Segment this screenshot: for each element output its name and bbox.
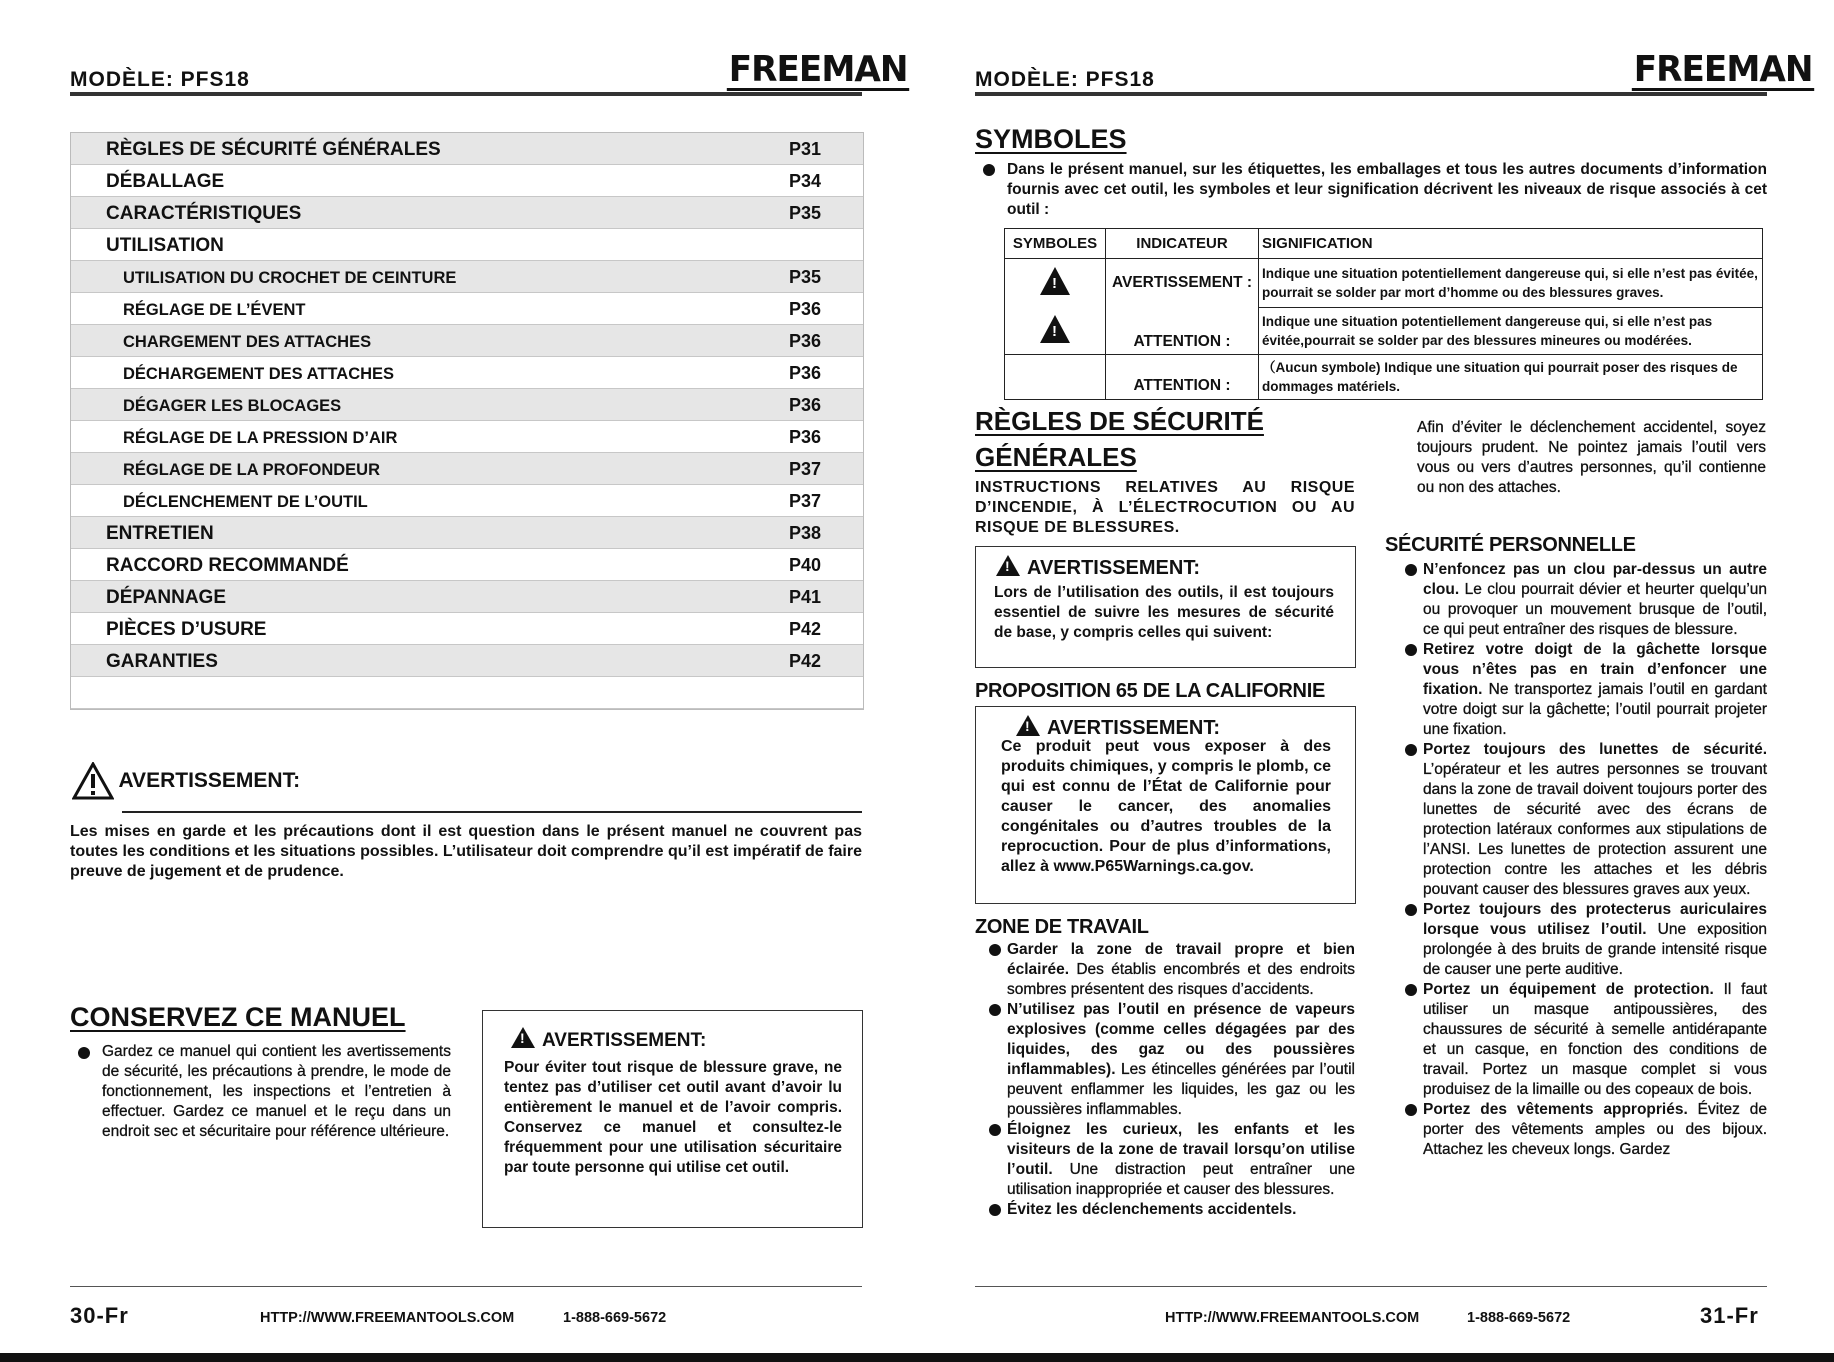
bullet <box>989 1004 1001 1016</box>
list-item-text: Une exposition prolongée à des bruits de grande intensité risque de causer une perte auditive. <box>1423 921 1767 978</box>
warning-title: AVERTISSEMENT: <box>118 769 301 792</box>
website-url: HTTP://WWW.FREEMANTOOLS.COM <box>1165 1310 1420 1326</box>
toc-page: P37 <box>789 459 822 479</box>
toc-label: RACCORD RECOMMANDÉ <box>106 555 349 576</box>
list-item-bold: Retirez votre doigt de la gâchette lorsque vous n’êtes pas en train d’enfoncer une fixation. <box>1423 641 1767 698</box>
list-item-bold: Éloignez les curieux, les enfants et les visiteurs de la zone de travail lorsqu’on utilise l’outil. <box>1007 1121 1355 1178</box>
toc-row <box>71 581 863 613</box>
toc-page: P38 <box>789 523 822 543</box>
list-item-text: Des établis encombrés et des endroits sombres présentent des risques d’accidents. <box>1007 961 1355 998</box>
list-item-text: Les étincelles générées par l’outil peuvent enflammer les liquides, les gaz ou les poussières inflammables. <box>1007 1061 1355 1118</box>
page-number: 30-Fr <box>70 1303 129 1328</box>
toc-page: P36 <box>789 427 822 447</box>
box-warning-text: Pour éviter tout risque de blessure grave, ne tentez pas d’utiliser cet outil avant d’avoir lu entièrement le manuel et de l’avoir compris. Conservez ce manuel et consultez-le fréquemment pour une utilisation sécuritaire par toute personne qui utilise cet outil. <box>504 1059 842 1176</box>
bullet <box>1405 744 1417 756</box>
list-item-bold: Évitez les déclenchements accidentels. <box>1007 1201 1297 1218</box>
fire-instructions: INSTRUCTIONS RELATIVES AU RISQUE D’INCENDIE, À L’ÉLECTROCUTION OU AU RISQUE DE BLESSURES. <box>975 479 1355 536</box>
toc-row <box>71 229 863 261</box>
table-header: SIGNIFICATION <box>1259 229 1763 259</box>
prop65-title: PROPOSITION 65 DE LA CALIFORNIE <box>975 680 1325 702</box>
toc-row <box>71 645 863 677</box>
toc-page: P37 <box>789 491 822 511</box>
indicator-cell: ATTENTION : <box>1106 355 1259 400</box>
personal-safety-title: SÉCURITÉ PERSONNELLE <box>1385 534 1636 556</box>
warning-box-2 <box>975 706 1356 904</box>
symbols-intro: Dans le présent manuel, sur les étiquettes, les emballages et tous les autres documents d’information fournis avec cet outil, les symboles et leur signification décrivent les niveaux de risque associés à cet outil : <box>1007 161 1767 218</box>
toc-row <box>71 325 863 357</box>
model-label: MODÈLE: PFS18 <box>975 68 1155 91</box>
list-item-bold: Portez un équipement de protection. <box>1423 981 1714 998</box>
list-item-bold: N’enfoncez pas un clou par-dessus un autre clou. <box>1423 561 1767 598</box>
toc-page: P35 <box>789 267 822 287</box>
table-header: INDICATEUR <box>1106 229 1259 259</box>
warning-text: Les mises en garde et les précautions dont il est question dans le présent manuel ne couvrent pas toutes les conditions et les situations possibles. L’utilisateur doit comprendre qu’il est impératif de faire preuve de jugement et de prudence. <box>70 823 862 880</box>
toc-page: P40 <box>789 555 822 575</box>
bullet <box>1405 904 1417 916</box>
list-item-bold: Portez des vêtements appropriés. <box>1423 1101 1688 1118</box>
toc-row <box>71 613 863 645</box>
toc-row <box>71 677 863 709</box>
list-item-text: Évitez de porter des vêtements amples ou des bijoux. Attachez les cheveux longs. Gardez <box>1423 1101 1767 1158</box>
toc-row <box>71 133 863 165</box>
list-item <box>1405 640 1767 740</box>
toc-label: CHARGEMENT DES ATTACHES <box>123 333 372 351</box>
toc-label: DÉGAGER LES BLOCAGES <box>123 397 342 415</box>
toc-row <box>71 357 863 389</box>
toc-label: CARACTÉRISTIQUES <box>106 203 302 224</box>
list-item <box>1405 980 1767 1100</box>
toc-label: DÉCLENCHEMENT DE L’OUTIL <box>123 493 368 511</box>
toc-label: RÉGLAGE DE LA PRESSION D’AIR <box>123 429 398 447</box>
toc-label: PIÈCES D’USURE <box>106 619 267 640</box>
freeman-logo: FREEMAN <box>728 49 908 90</box>
table-header: SYMBOLES <box>1005 229 1106 259</box>
list-item <box>1405 560 1767 640</box>
toc-label: DÉPANNAGE <box>106 587 226 608</box>
warning-icon <box>996 555 1020 576</box>
toc-label: DÉCHARGEMENT DES ATTACHES <box>123 365 395 383</box>
bottom-edge <box>0 1353 1834 1362</box>
box-warning-text: Lors de l’utilisation des outils, il est toujours essentiel de suivre les mesures de sécurité de base, y compris celles qui suivent: <box>994 584 1334 641</box>
bullet <box>1405 644 1417 656</box>
accidental-trigger-text: Afin d’éviter le déclenchement accidentel, soyez toujours prudent. Ne pointez jamais l’outil vers vous ou vers d’autres personnes, qu’il contienne ou non des attaches. <box>1417 419 1766 496</box>
box-warning-header <box>996 555 1200 580</box>
keep-manual-title: CONSERVEZ CE MANUEL <box>70 1002 406 1032</box>
box-warning-title: AVERTISSEMENT: <box>1047 717 1220 739</box>
toc-row <box>71 517 863 549</box>
list-item <box>989 1200 1355 1220</box>
box-warning-header <box>511 1027 706 1052</box>
toc-row <box>71 421 863 453</box>
symbols-title: SYMBOLES <box>975 124 1127 154</box>
phone-number: 1-888-669-5672 <box>1467 1310 1571 1326</box>
footer-rule <box>975 1286 1767 1287</box>
toc-row <box>71 549 863 581</box>
list-item-text: Une distraction peut entraîner une utilisation inappropriée et causer des blessures. <box>1007 1161 1355 1198</box>
toc-row <box>71 293 863 325</box>
toc-row <box>71 453 863 485</box>
phone-number: 1-888-669-5672 <box>563 1310 667 1326</box>
list-item-bold: N’utilisez pas l’outil en présence de vapeurs explosives (comme celles dégagées par des liquides, des gaz ou des poussières inflammables). <box>1007 1001 1355 1078</box>
toc-row <box>71 485 863 517</box>
warning-rule <box>122 811 862 813</box>
list-item <box>1405 740 1767 900</box>
toc-page: P41 <box>789 587 822 607</box>
warning-header <box>72 762 300 800</box>
toc-page: P42 <box>789 651 822 671</box>
toc-page: P36 <box>789 363 822 383</box>
indicator-cell: AVERTISSEMENT : <box>1106 259 1259 308</box>
toc-page: P36 <box>789 299 822 319</box>
list-item-bold: Garder la zone de travail propre et bien éclairée. <box>1007 941 1355 978</box>
footer-rule <box>70 1286 862 1287</box>
warning-icon <box>511 1027 535 1048</box>
warning-icon <box>1016 715 1040 736</box>
list-item <box>989 1000 1355 1120</box>
meaning-cell: Indique une situation potentiellement dangereuse qui, si elle n’est pas évitée,pourrait se solder par des blessures mineures ou modérées. <box>1259 308 1763 355</box>
bullet <box>989 944 1001 956</box>
meaning-cell: （Aucun symbole) Indique une situation qui pourrait poser des risques de dommages matériels. <box>1259 355 1763 400</box>
warning-box-1 <box>975 546 1356 668</box>
toc-row <box>71 197 863 229</box>
list-item-text: Le clou pourrait dévier et heurter quelqu’un ou provoquer un mouvement brusque de l’outil, ce qui peut entraîner des risques de blessure. <box>1423 581 1767 638</box>
toc-label: RÈGLES DE SÉCURITÉ GÉNÉRALES <box>106 139 441 160</box>
model-label: MODÈLE: PFS18 <box>70 68 250 91</box>
toc-page: P42 <box>789 619 822 639</box>
table-of-contents <box>70 132 864 710</box>
toc-label: GARANTIES <box>106 651 218 672</box>
toc-label: UTILISATION DU CROCHET DE CEINTURE <box>123 269 457 287</box>
toc-row <box>71 165 863 197</box>
list-item-text: L’opérateur et les autres personnes se trouvant dans la zone de travail doivent toujours porter des lunettes de sécurité avec des écrans de protection latéraux conformes aux stipulations de l’ANSI. Les lunettes de protection assurent une protection contre les attaches et les débris pouvant causer des blessures graves aux yeux. <box>1423 761 1767 898</box>
list-item-bold: Portez toujours des protecterus auriculaires lorsque vous utilisez l’outil. <box>1423 901 1767 938</box>
list-item-bold: Portez toujours des lunettes de sécurité. <box>1423 741 1767 758</box>
bullet <box>1405 984 1417 996</box>
toc-label: RÉGLAGE DE LA PROFONDEUR <box>123 461 380 479</box>
right-page-body <box>917 0 1834 1362</box>
bullet <box>989 1204 1001 1216</box>
bullet <box>989 1124 1001 1136</box>
list-item-text: Il faut utiliser un masque antipoussières, des chaussures de sécurité à semelle antidérapante et un casque, en fonction des conditions de travail. Portez un masque complet si vous produisez de la limaille ou des copeaux de bois. <box>1423 981 1767 1098</box>
list-item <box>989 940 1355 1000</box>
general-rules-title-2: GÉNÉRALES <box>975 442 1137 472</box>
list-item <box>1405 900 1767 980</box>
toc-row <box>71 389 863 421</box>
toc-row <box>71 261 863 293</box>
toc-label: UTILISATION <box>106 235 224 256</box>
indicator-cell: ATTENTION : <box>1106 308 1259 355</box>
box-warning-title: AVERTISSEMENT: <box>542 1030 707 1051</box>
toc-label: RÉGLAGE DE L’ÉVENT <box>123 301 306 319</box>
personal-safety-list <box>1405 560 1767 1160</box>
bullet <box>78 1047 90 1059</box>
work-zone-title: ZONE DE TRAVAIL <box>975 916 1149 938</box>
toc-page: P36 <box>789 395 822 415</box>
page-number: 31-Fr <box>1700 1303 1759 1328</box>
list-item-text: Ne transportez jamais l’outil en gardant votre doigt sur la gâchette; l’outil pourrait projeter une fixation. <box>1423 681 1767 738</box>
toc-page: P35 <box>789 203 822 223</box>
toc-page: P31 <box>789 139 822 159</box>
bullet <box>1405 564 1417 576</box>
toc-page: P36 <box>789 331 822 351</box>
box-warning-title: AVERTISSEMENT: <box>1027 557 1200 579</box>
bullet <box>1405 1104 1417 1116</box>
toc-label: ENTRETIEN <box>106 523 214 544</box>
header-rule <box>70 92 862 96</box>
list-item <box>1405 1100 1767 1160</box>
manual-warning-box <box>482 1010 863 1228</box>
meaning-cell: Indique une situation potentiellement dangereuse qui, si elle n’est pas évitée, pourrait se solder par mort d’homme ou des blessures graves. <box>1259 259 1763 308</box>
toc-label: DÉBALLAGE <box>106 171 225 192</box>
website-url: HTTP://WWW.FREEMANTOOLS.COM <box>260 1310 515 1326</box>
warning-outline-icon <box>72 762 114 800</box>
freeman-logo: FREEMAN <box>1633 49 1813 90</box>
box-warning-text: Ce produit peut vous exposer à des produits chimiques, y compris le plomb, ce qui est connu de l’État de Californie pour causer le cancer, des anomalies congénitales ou d’autres troubles de la reprocuction. Pour de plus d’informations, allez à www.P65Warnings.ca.gov. <box>1001 738 1331 875</box>
general-rules-title-1: RÈGLES DE SÉCURITÉ <box>975 406 1264 436</box>
toc-page: P34 <box>789 171 822 191</box>
list-item <box>989 1120 1355 1200</box>
work-zone-list <box>989 940 1355 1220</box>
keep-manual-text: Gardez ce manuel qui contient les avertissements de sécurité, les précautions à prendre, le mode de fonctionnement, les inspections et l’entretien à effectuer. Gardez ce manuel et le reçu dans un endroit sec et sécuritaire pour référence ultérieure. <box>102 1043 451 1140</box>
